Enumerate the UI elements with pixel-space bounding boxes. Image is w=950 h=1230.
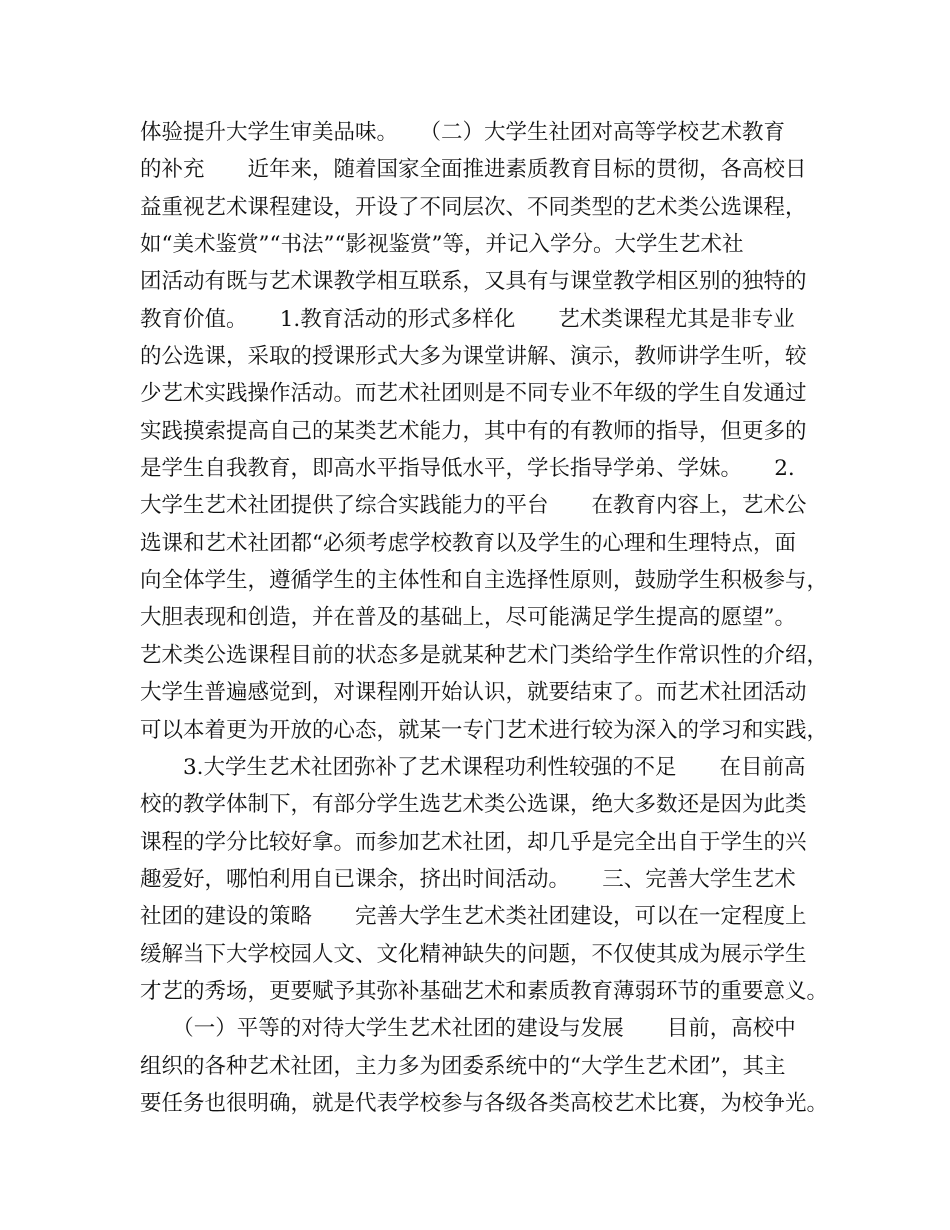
text-line: 组织的各种艺术社团，主力多为团委系统中的“大学生艺术团”，其主 [140,1053,786,1079]
text-line: 体验提升大学生审美品味。 （二）大学生社团对高等学校艺术教育 [140,120,786,145]
text-line: 大学生艺术社团提供了综合实践能力的平台 在教育内容上，艺术公 [140,493,807,519]
text-line: 的补充 近年来，随着国家全面推进素质教育目标的贯彻，各高校日 [140,157,807,183]
text-line: 少艺术实践操作活动。而艺术社团则是不同专业不年级的学生自发通过 [140,381,807,407]
text-line: 缓解当下大学校园人文、文化精神缺失的问题，不仅使其成为展示学生 [140,941,807,967]
text-line: 趣爱好，哪怕利用自已课余，挤出时间活动。 三、完善大学生艺术 [140,866,796,892]
text-line: 团活动有既与艺术课教学相互联系，又具有与课堂教学相区别的独特的 [140,269,807,295]
text-line: 才艺的秀场，更要赋予其弥补基础艺术和素质教育薄弱环节的重要意义。 [140,978,829,1004]
text-line: 向全体学生，遵循学生的主体性和自主选择性原则，鼓励学生积极参与， [140,568,829,594]
body-text [140,114,830,1122]
text-line: 社团的建设的策略 完善大学生艺术类社团建设，可以在一定程度上 [140,904,807,930]
text-line: 大学生普遍感觉到，对课程刚开始认识，就要结束了。而艺术社团活动 [140,680,807,706]
text-line: 校的教学体制下，有部分学生选艺术类公选课，绝大多数还是因为此类 [140,792,807,818]
text-line: 实践摸索提高自己的某类艺术能力，其中有的有教师的指导，但更多的 [140,418,807,444]
text-line: 如“美术鉴赏”“书法”“影视鉴赏”等，并记入学分。大学生艺术社 [140,232,744,258]
text-line: （一）平等的对待大学生艺术社团的建设与发展 目前，高校中 [140,1016,796,1042]
text-line: 大胆表现和创造，并在普及的基础上，尽可能满足学生提高的愿望”。 [140,605,796,631]
text-line: 要任务也很明确，就是代表学校参与各级各类高校艺术比赛，为校争光。 [140,1090,829,1116]
text-line: 益重视艺术课程建设，开设了不同层次、不同类型的艺术类公选课程， [140,194,807,220]
text-line: 可以本着更为开放的心态，就某一专门艺术进行较为深入的学习和实践， [140,717,829,743]
text-line: 选课和艺术社团都“必须考虑学校教育以及学生的心理和生理特点，面 [140,530,796,556]
text-line: 艺术类公选课程目前的状态多是就某种艺术门类给学生作常识性的介绍， [140,642,829,668]
text-line: 是学生自我教育，即高水平指导低水平，学长指导学弟、学妹。 2. [140,456,795,482]
text-line: 教育价值。 1.教育活动的形式多样化 艺术类课程尤其是非专业 [140,306,795,332]
text-line: 3.大学生艺术社团弥补了艺术课程功利性较强的不足 在目前高 [140,754,806,780]
text-line: 课程的学分比较好拿。而参加艺术社团，却几乎是完全出自于学生的兴 [140,829,807,855]
text-line: 的公选课，采取的授课形式大多为课堂讲解、演示，教师讲学生听，较 [140,344,807,370]
